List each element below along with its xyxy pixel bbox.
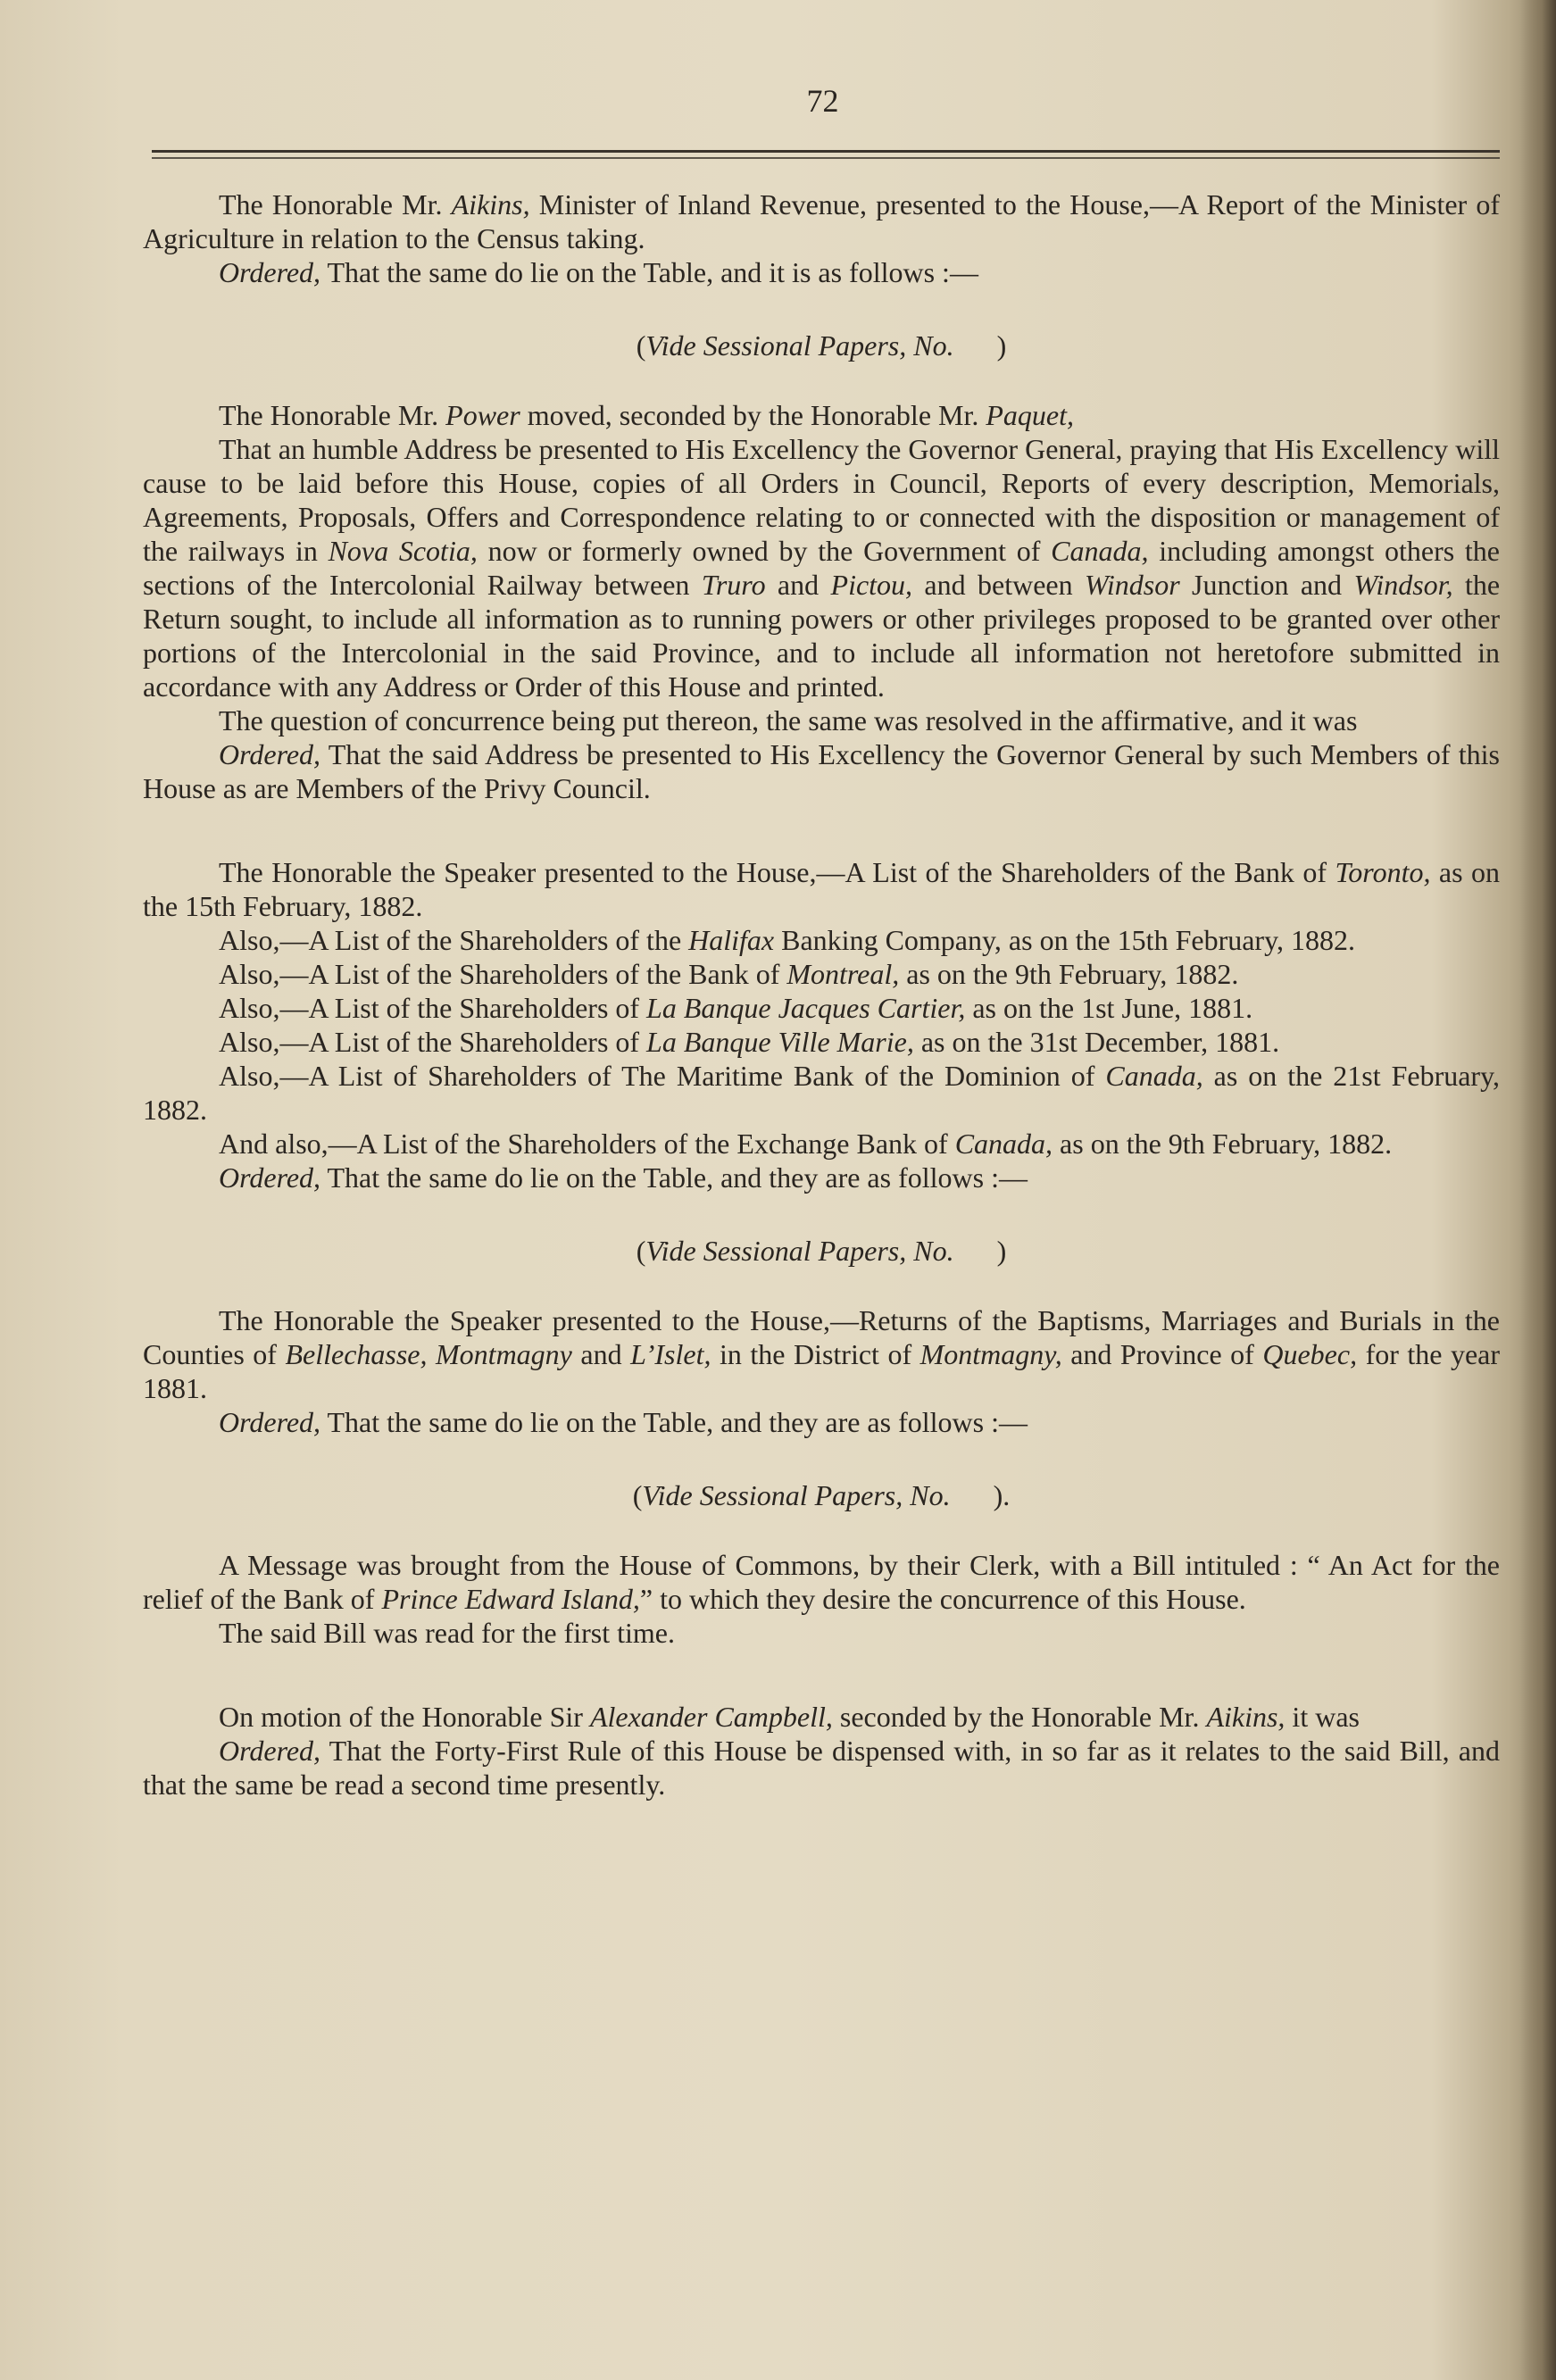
document-body [143, 187, 1500, 1802]
paragraph-campbell-motion: On motion of the Honorable Sir Alexander Campbell, seconded by the Honorable Mr. Aikins, it was [219, 1701, 1360, 1733]
paragraph-concurrence: The question of concurrence being put thereon, the same was resolved in the affirmative, and it was [219, 704, 1358, 736]
paragraph-ordered-1: Ordered, That the same do lie on the Table, and it is as follows :— [219, 256, 978, 288]
header-rule [152, 150, 1500, 153]
paragraph-ordered-rule: Ordered, That the Forty-First Rule of this House be dispensed with, in so far as it relates to the said Bill, and that the same be read a second time presently. [143, 1735, 1500, 1801]
paragraph-ordered-address: Ordered, That the said Address be presented to His Excellency the Governor General by such Members of this House as are Members of the Privy Council. [143, 738, 1500, 804]
vide-sessional-papers-1: (Vide Sessional Papers, No. ) [636, 329, 1007, 362]
paragraph-shareholders-toronto: The Honorable the Speaker presented to the House,—A List of the Shareholders of the Bank of Toronto, as on the 15th February, 1882. [143, 856, 1501, 922]
page-number: 72 [806, 83, 839, 119]
paragraph-shareholders-ville-marie: Also,—A List of the Shareholders of La Banque Ville Marie, as on the 31st December, 1881. [219, 1026, 1280, 1058]
header-rule-secondary [152, 157, 1500, 159]
vide-sessional-papers-2: (Vide Sessional Papers, No. ) [636, 1235, 1007, 1267]
paragraph-power-motion: The Honorable Mr. Power moved, seconded by the Honorable Mr. Paquet, [219, 399, 1074, 431]
paragraph-baptisms-returns: The Honorable the Speaker presented to the House,—Returns of the Baptisms, Marriages and Burials in the Counties of Bellechasse, Montmagny and L’Islet, in the District of Montmagny, and Province of Quebec, for the year 1881. [143, 1304, 1501, 1404]
paragraph-shareholders-montreal: Also,—A List of the Shareholders of the Bank of Montreal, as on the 9th February, 1882. [219, 958, 1239, 990]
paragraph-address-railways: That an humble Address be presented to His Excellency the Governor General, praying that His Excellency will cause to be laid before this House, copies of all Orders in Council, Reports of every description, Memorials, Agreements, Proposals, Offers and Correspondence relating to or connected with the disposition or management of the railways in Nova Scotia, now or formerly owned by the Government of Canada, including amongst others the sections of the Intercolonial Railway between Truro and Pictou, and between Windsor Junction and Windsor, the Return sought, to include all information as to running powers or other privileges proposed to be granted over other portions of the Intercolonial in the said Province, and to include all information not heretofore submitted in accordance with any Address or Order of this House and printed. [143, 433, 1501, 703]
book-spine-shadow [1520, 0, 1556, 2380]
paragraph-census-report: The Honorable Mr. Aikins, Minister of Inland Revenue, presented to the House,—A Report of the Minister of Agriculture in relation to the Census taking. [143, 188, 1501, 254]
paragraph-shareholders-exchange: And also,—A List of the Shareholders of the Exchange Bank of Canada, as on the 9th February, 1882. [219, 1128, 1393, 1160]
paragraph-shareholders-maritime: Also,—A List of Shareholders of The Maritime Bank of the Dominion of Canada, as on the 21st February, 1882. [143, 1060, 1501, 1126]
paragraph-commons-message: A Message was brought from the House of Commons, by their Clerk, with a Bill intituled : “ An Act for the relief of the Bank of Prince Edward Island,” to which they desire the concurrence of this House. [143, 1549, 1500, 1615]
paragraph-ordered-2: Ordered, That the same do lie on the Table, and they are as follows :— [219, 1161, 1028, 1194]
vide-sessional-papers-3: (Vide Sessional Papers, No. ). [632, 1479, 1011, 1511]
paragraph-shareholders-jacques-cartier: Also,—A List of the Shareholders of La Banque Jacques Cartier, as on the 1st June, 1881. [219, 992, 1253, 1024]
paragraph-first-reading: The said Bill was read for the first time. [219, 1617, 675, 1649]
paragraph-shareholders-halifax: Also,—A List of the Shareholders of the Halifax Banking Company, as on the 15th February, 1882. [219, 924, 1355, 956]
paragraph-ordered-3: Ordered, That the same do lie on the Table, and they are as follows :— [219, 1406, 1028, 1438]
